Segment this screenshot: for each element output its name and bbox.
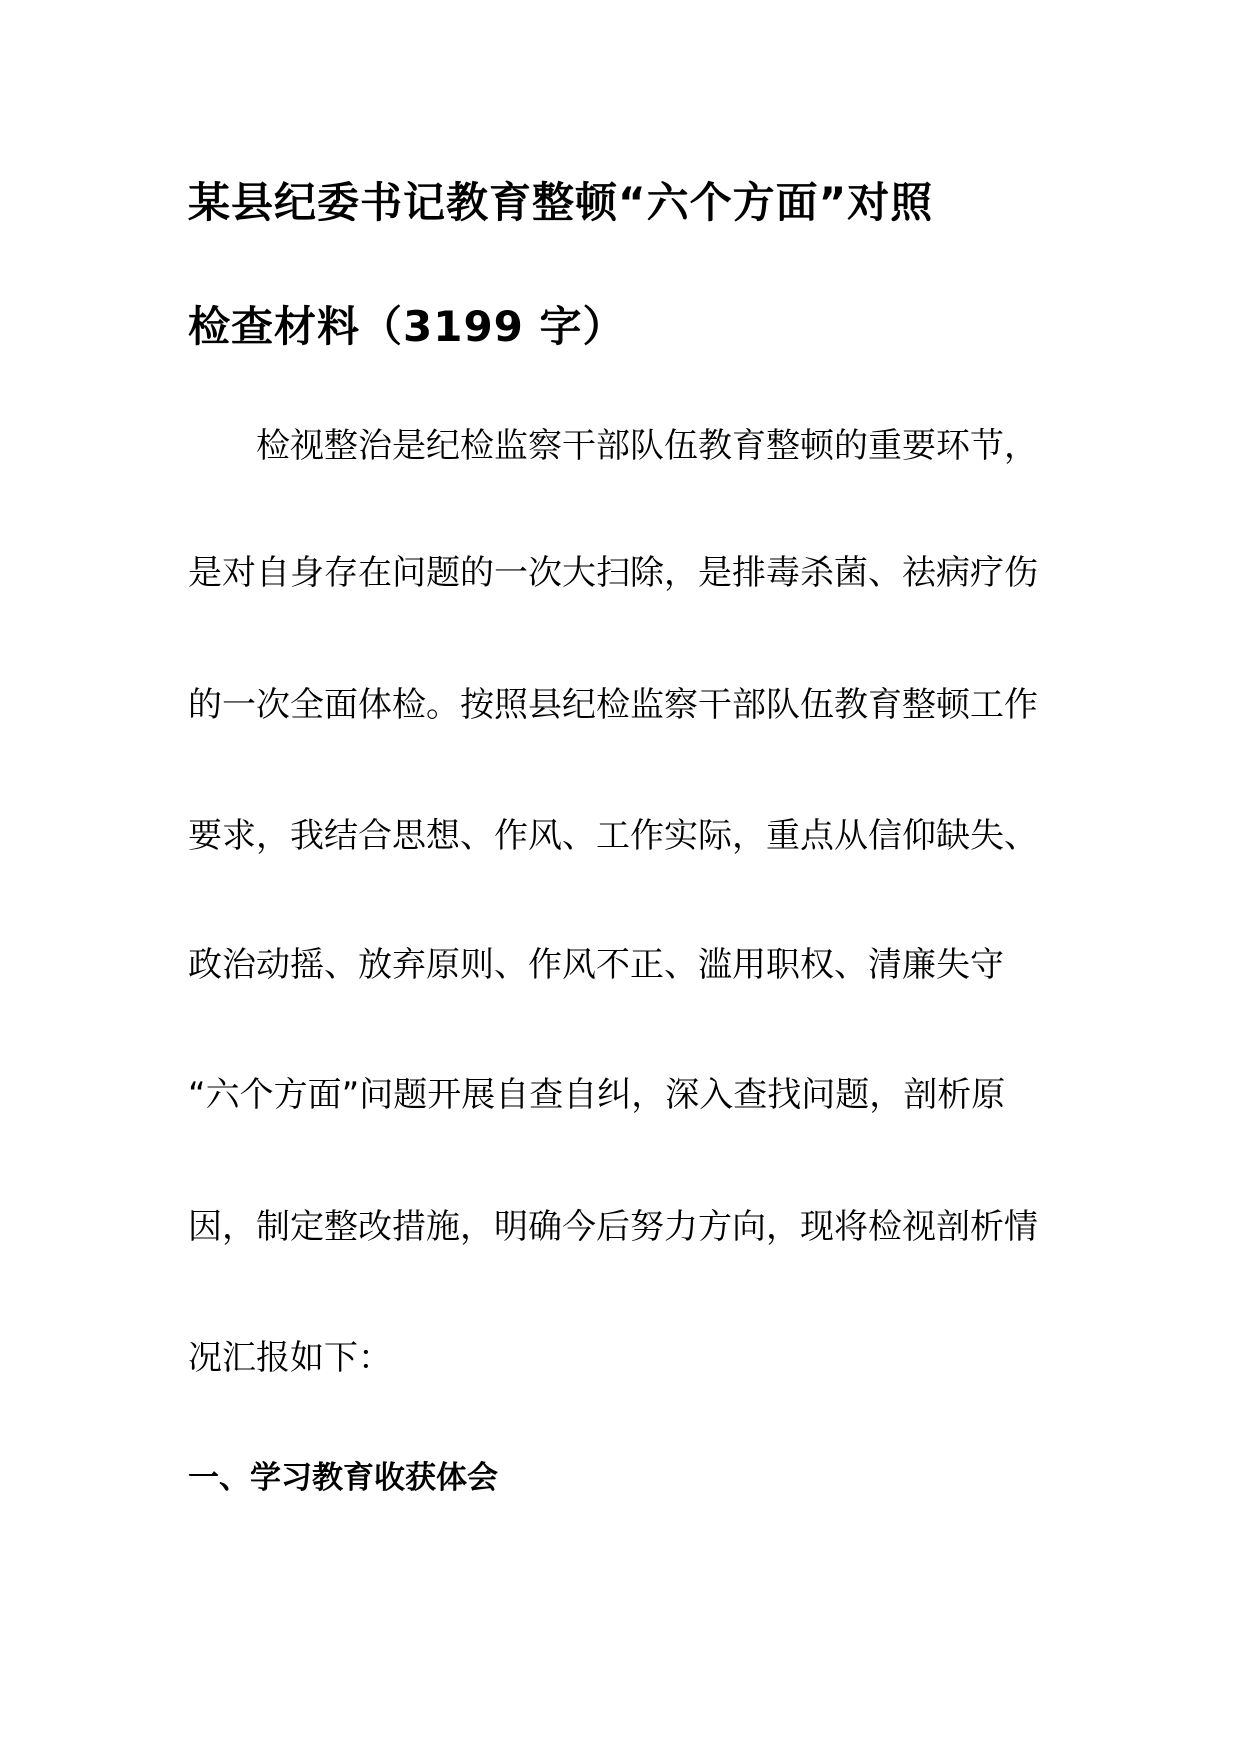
paragraph-line-2: 是对自身存在问题的一次大扫除，是排毒杀菌、祛病疗伤: [188, 553, 1038, 593]
paragraph-line-5: 政治动摇、放弃原则、作风不正、滥用职权、清廉失守: [188, 945, 1004, 985]
document-title-line-2: 检查材料（3199 字）: [188, 302, 626, 351]
paragraph-line-6: “六个方面”问题开展自查自纠，深入查找问题，剖析原: [188, 1075, 1006, 1115]
paragraph-line-1: 检视整治是纪检监察干部队伍教育整顿的重要环节，: [188, 426, 1038, 466]
paragraph-line-3: 的一次全面体检。按照县纪检监察干部队伍教育整顿工作: [188, 685, 1038, 725]
paragraph-line-4: 要求，我结合思想、作风、工作实际，重点从信仰缺失、: [188, 816, 1038, 856]
paragraph-line-8: 况汇报如下：: [188, 1338, 392, 1378]
document-title-line-1: 某县纪委书记教育整顿“六个方面”对照: [188, 178, 934, 227]
section-heading: 一、学习教育收获体会: [188, 1460, 498, 1496]
paragraph-line-7: 因，制定整改措施，明确今后努力方向，现将检视剖析情: [188, 1207, 1038, 1247]
